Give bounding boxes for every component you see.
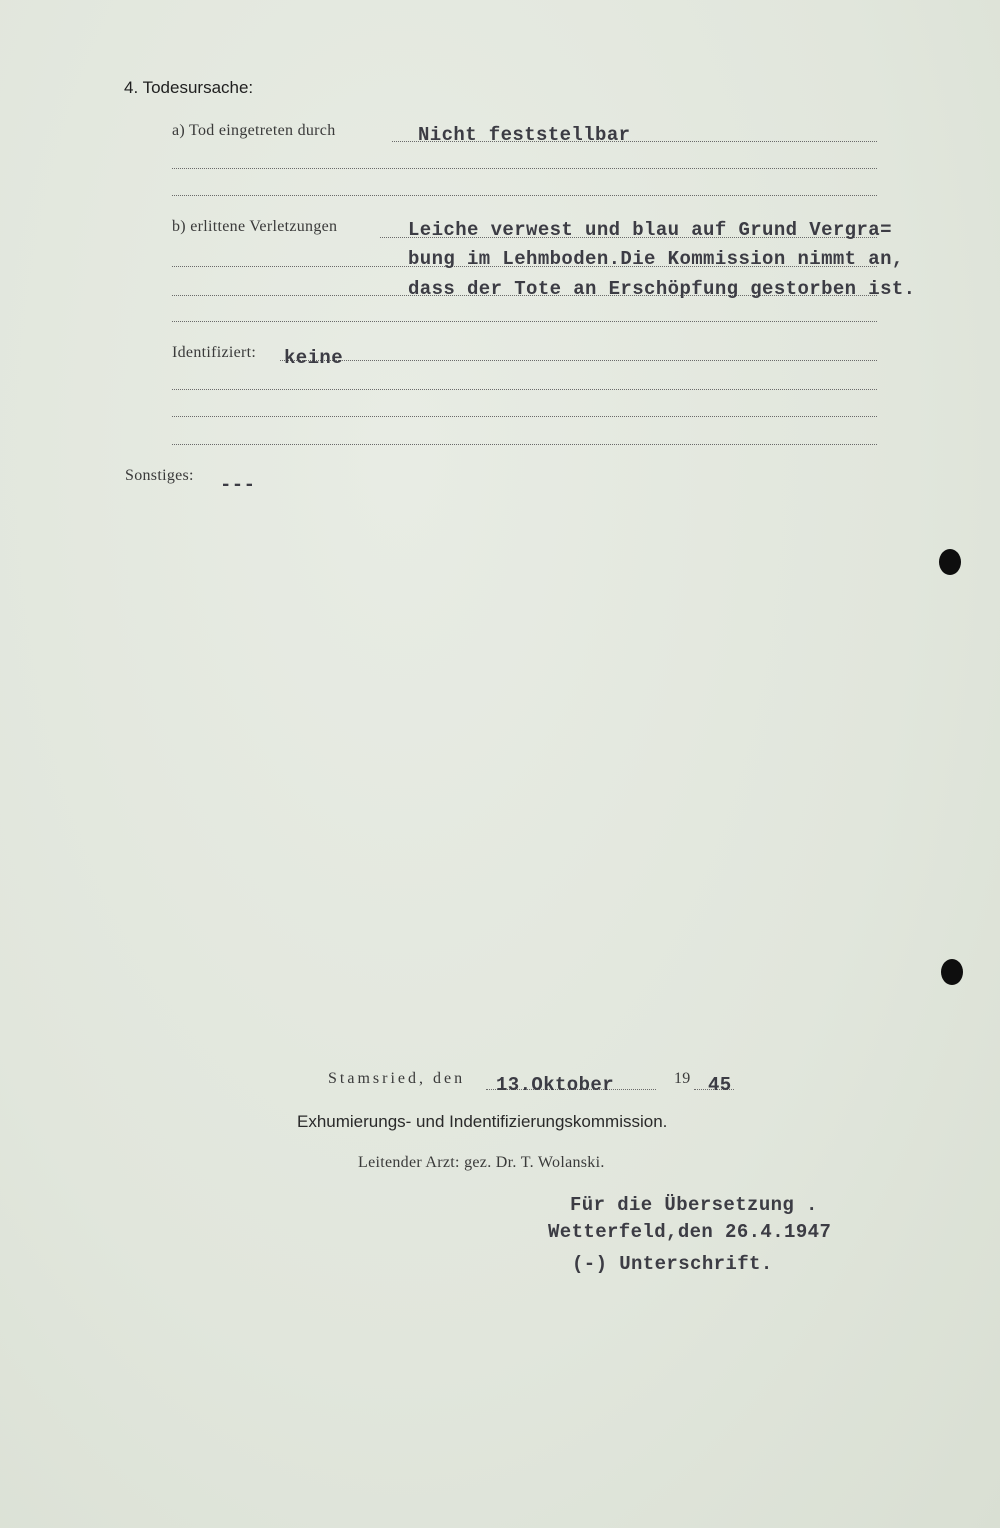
cause-value-a: Nicht feststellbar [418, 124, 631, 146]
identified-value: keine [284, 347, 344, 369]
cause-value-b-line-1: Leiche verwest und blau auf Grund Vergra= [408, 219, 892, 241]
dotted-line [172, 389, 877, 390]
commission-name: Exhumierungs- und Indentifizierungskommission. [297, 1112, 668, 1131]
other-label: Sonstiges: [125, 467, 194, 484]
year-typed: 45 [708, 1074, 732, 1096]
cause-label-b: b) erlittene Verletzungen [172, 218, 338, 235]
year-printed: 19 [674, 1070, 691, 1087]
date-typed: 13.Oktober [496, 1074, 615, 1096]
translation-line-3: (-) Unterschrift. [572, 1253, 773, 1275]
cause-label-a: a) Tod eingetreten durch [172, 122, 336, 139]
translation-line-1: Für die Übersetzung . [570, 1194, 818, 1216]
cause-value-b-line-2: bung im Lehmboden.Die Kommission nimmt an, [408, 248, 904, 270]
dotted-line [172, 195, 877, 196]
dotted-line [280, 360, 877, 361]
place-label: Stamsried, den [328, 1070, 466, 1087]
dotted-line [172, 416, 877, 417]
other-value: --- [220, 474, 256, 496]
translation-line-2: Wetterfeld,den 26.4.1947 [548, 1221, 832, 1243]
cause-value-b-line-3: dass der Tote an Erschöpfung gestorben ist. [408, 278, 916, 300]
identified-label: Identifiziert: [172, 344, 257, 361]
dotted-line [172, 168, 877, 169]
dotted-line [172, 444, 877, 445]
punch-hole [941, 959, 963, 985]
dotted-line [172, 321, 877, 322]
doctor-line: Leitender Arzt: gez. Dr. T. Wolanski. [358, 1154, 605, 1171]
section-heading: 4. Todesursache: [124, 78, 254, 97]
punch-hole [939, 549, 961, 575]
